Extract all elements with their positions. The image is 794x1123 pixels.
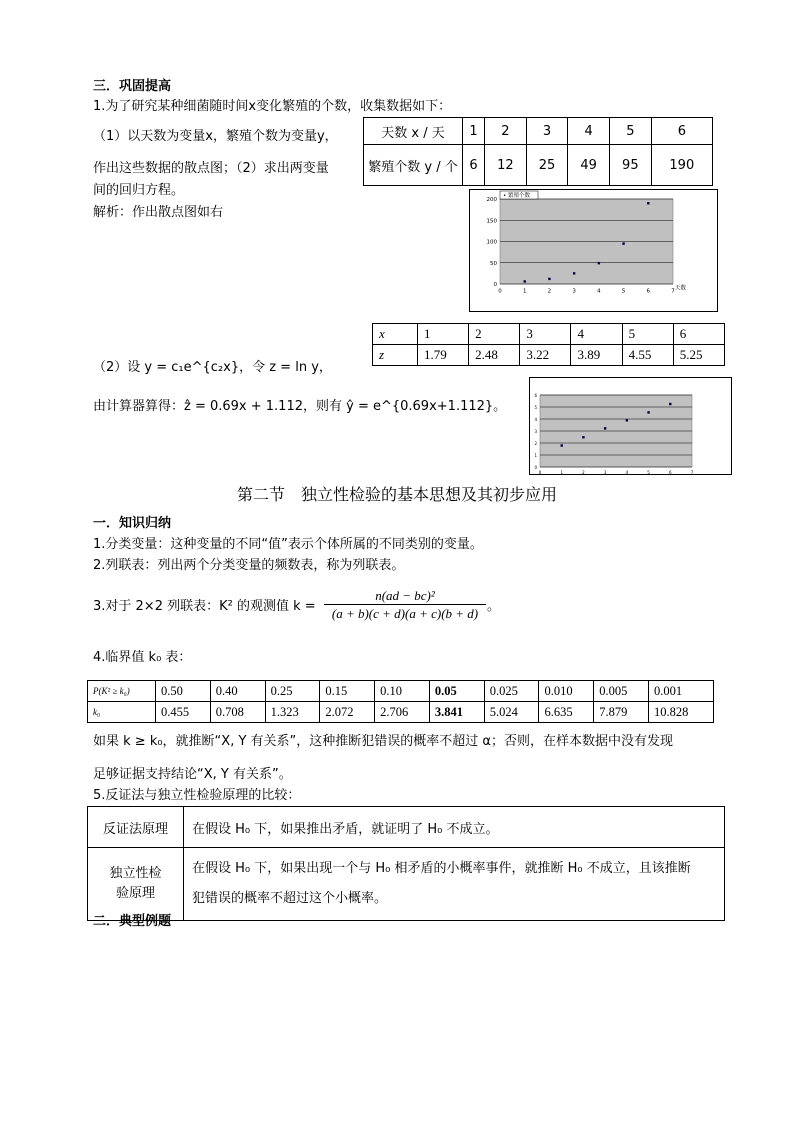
critical-value-table xyxy=(87,680,714,723)
data-point xyxy=(598,262,600,264)
scatter-chart-1 xyxy=(469,189,718,312)
table1-cell: 3 xyxy=(526,118,568,145)
table1-cell: 12 xyxy=(485,145,527,186)
table3-cell: 0.25 xyxy=(265,681,320,702)
x-tick-label: 7 xyxy=(671,288,675,295)
table1-cell: 95 xyxy=(610,145,652,186)
table2-cell: 1.79 xyxy=(418,345,469,366)
model-assumption: （2）设 y = c₁e^{c₂x}，令 z = ln y， xyxy=(93,360,332,375)
table3-cell: 5.024 xyxy=(484,702,539,723)
table4-text-independence xyxy=(184,848,725,921)
table3-header-k: k₀ xyxy=(88,702,156,723)
table1-cell: 5 xyxy=(610,118,652,145)
formula-fraction xyxy=(324,588,486,623)
table4-text-line: 犯错误的概率不超过这个小概率。 xyxy=(192,891,388,906)
data-point xyxy=(622,242,624,244)
question-1-intro: 1.为了研究某种细菌随时间x变化繁殖的个数，收集数据如下： xyxy=(93,99,452,114)
data-point xyxy=(604,427,606,429)
x-tick-label: 2 xyxy=(582,470,585,474)
table3-cell: 0.001 xyxy=(649,681,714,702)
analysis-line: 解析：作出散点图如右 xyxy=(93,205,224,220)
x-axis-label: 天数 xyxy=(675,285,687,292)
table3-cell: 1.323 xyxy=(265,702,320,723)
x-tick-label: 5 xyxy=(621,288,626,295)
table3-cell: 6.635 xyxy=(539,702,594,723)
table3-cell: 0.40 xyxy=(210,681,265,702)
y-tick-label: 100 xyxy=(486,239,497,246)
table3-cell: 0.50 xyxy=(156,681,211,702)
table3-cell: 2.072 xyxy=(320,702,375,723)
table3-cell: 0.708 xyxy=(210,702,265,723)
table2-cell: 3 xyxy=(520,324,571,345)
table4-label-contradiction: 反证法原理 xyxy=(88,807,184,848)
x-tick-label: 0 xyxy=(498,288,502,295)
table2-cell: 1 xyxy=(418,324,469,345)
table3-cell: 10.828 xyxy=(649,702,714,723)
table1-cell: 25 xyxy=(526,145,568,186)
x-tick-label: 4 xyxy=(597,288,601,295)
table1-cell: 4 xyxy=(568,118,610,145)
x-tick-label: 3 xyxy=(572,288,576,295)
comparison-heading: 5.反证法与独立性检验原理的比较： xyxy=(93,788,301,803)
y-tick-label: 0 xyxy=(493,282,497,288)
table1-cell: 49 xyxy=(568,145,610,186)
table2-header-x: x xyxy=(373,324,418,345)
examples-heading: 二．典型例题 xyxy=(93,914,172,929)
data-point xyxy=(626,419,628,421)
x-tick-label: 4 xyxy=(625,470,629,474)
table2-cell: 4.55 xyxy=(622,345,673,366)
table1-header-days: 天数 x / 天 xyxy=(364,118,463,145)
table2-header-z: z xyxy=(373,345,418,366)
log-transform-table xyxy=(372,323,725,366)
data-point xyxy=(524,280,526,282)
table1-cell: 6 xyxy=(463,145,485,186)
table3-cell: 2.706 xyxy=(375,702,430,723)
y-tick-label: 4 xyxy=(534,417,537,422)
table3-cell: 0.010 xyxy=(539,681,594,702)
y-tick-label: 50 xyxy=(490,260,497,267)
data-point xyxy=(647,411,649,413)
y-tick-label: 2 xyxy=(534,441,537,446)
table2-cell: 2.48 xyxy=(469,345,520,366)
question-1-line3: 间的回归方程。 xyxy=(93,183,185,198)
chi-square-prefix: 3.对于 2×2 列联表：K² 的观测值 k = xyxy=(93,599,316,614)
table1-header-counts: 繁殖个数 y / 个 xyxy=(364,145,463,186)
y-tick-label: 200 xyxy=(486,197,497,203)
comparison-table xyxy=(87,806,725,921)
data-point xyxy=(561,444,563,446)
table2-cell: 3.22 xyxy=(520,345,571,366)
x-tick-label: 5 xyxy=(647,470,650,474)
question-1-line1: （1）以天数为变量x，繁殖个数为变量y， xyxy=(93,129,338,144)
formula-end: 。 xyxy=(487,599,501,614)
x-tick-label: 7 xyxy=(690,470,694,474)
y-tick-label: 3 xyxy=(534,429,537,434)
table3-header-p: P(K² ≥ k₀) xyxy=(88,681,156,702)
table3-cell: 0.15 xyxy=(320,681,375,702)
y-tick-label: 0 xyxy=(534,465,537,470)
table4-text-line: 在假设 H₀ 下，如果出现一个与 H₀ 相矛盾的小概率事件，就推断 H₀ 不成立，且该推断 xyxy=(192,861,691,876)
data-point xyxy=(669,403,671,405)
table2-cell: 5 xyxy=(622,324,673,345)
table3-cell: 0.005 xyxy=(594,681,649,702)
bacteria-data-table xyxy=(363,117,713,186)
table3-cell: 3.841 xyxy=(429,702,484,723)
scatter-chart-1-svg xyxy=(470,190,717,311)
data-point xyxy=(582,436,584,438)
table1-cell: 190 xyxy=(651,145,712,186)
x-tick-label: 0 xyxy=(538,470,542,474)
x-tick-label: 6 xyxy=(669,470,672,474)
x-tick-label: 6 xyxy=(646,288,651,295)
table2-cell: 3.89 xyxy=(571,345,622,366)
x-tick-label: 1 xyxy=(560,470,563,474)
table2-cell: 5.25 xyxy=(673,345,724,366)
x-tick-label: 2 xyxy=(547,288,552,295)
definition-categorical: 1.分类变量：这种变量的不同“值”表示个体所属的不同类别的变量。 xyxy=(93,537,483,552)
table4-label-independence xyxy=(88,848,184,921)
inference-rule-cont: 足够证据支持结论“X, Y 有关系”。 xyxy=(93,767,292,782)
scatter-chart-2 xyxy=(529,377,732,475)
table3-cell: 0.05 xyxy=(429,681,484,702)
data-point xyxy=(573,272,575,274)
table3-cell: 0.455 xyxy=(156,702,211,723)
question-1-line2: 作出这些数据的散点图；（2）求出两变量 xyxy=(93,161,329,176)
y-tick-label: 6 xyxy=(534,393,537,398)
y-tick-label: 1 xyxy=(534,453,537,458)
table2-cell: 2 xyxy=(469,324,520,345)
table1-cell: 2 xyxy=(485,118,527,145)
table2-cell: 6 xyxy=(673,324,724,345)
table3-cell: 7.879 xyxy=(594,702,649,723)
table3-cell: 0.025 xyxy=(484,681,539,702)
table4-label-line: 验原理 xyxy=(115,886,155,901)
y-tick-label: 150 xyxy=(486,218,497,225)
regression-result: 由计算器算得：ẑ = 0.69x + 1.112，则有 ŷ = e^{0.69x+1.112}。 xyxy=(93,399,507,414)
data-point xyxy=(548,278,550,280)
legend-label: • 繁殖个数 xyxy=(503,193,530,199)
x-tick-label: 1 xyxy=(522,288,527,295)
definition-contingency: 2.列联表：列出两个分类变量的频数表，称为列联表。 xyxy=(93,558,405,573)
section-heading: 三．巩固提高 xyxy=(93,79,172,94)
critical-value-heading: 4.临界值 k₀ 表： xyxy=(93,650,192,665)
y-tick-label: 5 xyxy=(534,405,537,410)
section-title: 第二节 独立性检验的基本思想及其初步应用 xyxy=(236,485,557,504)
data-point xyxy=(647,202,649,204)
table4-text-contradiction: 在假设 H₀ 下，如果推出矛盾，就证明了 H₀ 不成立。 xyxy=(184,807,725,848)
x-tick-label: 3 xyxy=(603,470,607,474)
table3-cell: 0.10 xyxy=(375,681,430,702)
scatter-chart-2-svg xyxy=(530,378,731,474)
formula-denominator: (a + b)(c + d)(a + c)(b + d) xyxy=(324,604,486,623)
table2-cell: 4 xyxy=(571,324,622,345)
table1-cell: 1 xyxy=(463,118,485,145)
table1-cell: 6 xyxy=(651,118,712,145)
formula-numerator: n(ad − bc)² xyxy=(375,588,435,603)
inference-rule: 如果 k ≥ k₀，就推断“X, Y 有关系”，这种推断犯错误的概率不超过 α；否则，在样本数据中没有发现 xyxy=(93,734,673,749)
table4-label-line: 独立性检 xyxy=(109,866,162,881)
knowledge-heading: 一．知识归纳 xyxy=(93,516,172,531)
